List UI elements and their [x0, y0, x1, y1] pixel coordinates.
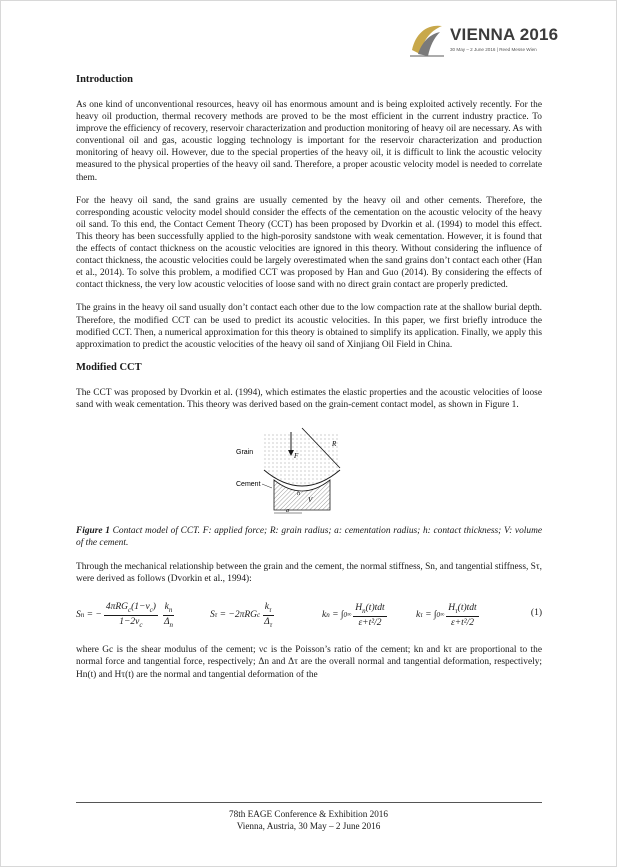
cct-paragraph-3: where Gc is the shear modulus of the cement; νc is the Poisson’s ratio of the cement; kn and kτ are proportional to the normal force and tangential force, respectively; Δn and Δτ are the overall normal and tangential deformation, respectively; Hn(t) and Hτ(t) are the normal and tangential deformation of the: [76, 645, 542, 680]
thickness-label: h: [297, 490, 300, 497]
main-content: [76, 74, 542, 692]
section-heading-modified-cct: Modified CCT: [76, 361, 142, 373]
force-label: F: [294, 451, 299, 460]
logo-title: VIENNA 2016: [450, 25, 559, 44]
equation-ktau-integral: k τ = ∫ 0 ∞ $\frac{H_\tau(t)tdt}{\text{ε+t²/2}}$: [416, 602, 477, 628]
radius-label: R: [332, 439, 337, 448]
intro-paragraph-1: As one kind of unconventional resources, heavy oil has enormous amount and is being exploited actively recently. For the heavy oil production, thermal recovery methods are proved to be the most efficient in the current industry practice. To improve the efficiency of recovery, reservoir characterization and production monitoring of heavy oil are necessary. As with conventional oil and gas, acoustic logging technology is important for the reservoir characterization and production monitoring of heavy oil. However, due to the special properties of the heavy oil, it is difficult to link the acoustic velocity measured to the physical properties of the heavy oil sand. Therefore, a proper acoustic velocity model is needed to correlate them.: [76, 100, 542, 183]
cement-radius-label: a: [286, 507, 289, 514]
cement-label: Cement: [236, 480, 261, 488]
footer-location-line: Vienna, Austria, 30 May – 2 June 2016: [236, 821, 381, 831]
figure-1-caption: [76, 525, 542, 549]
volume-label: V: [308, 495, 313, 504]
contact-model-diagram: [236, 422, 366, 515]
footer-conference-line: 78th EAGE Conference & Exhibition 2016: [229, 809, 388, 819]
logo-subtitle: 30 May – 2 June 2016 | Reed Messe Wien: [450, 47, 537, 52]
conference-logo: [408, 20, 568, 62]
equation-1: [76, 596, 542, 634]
page-footer: [0, 808, 617, 832]
cct-paragraph-1: The CCT was proposed by Dvorkin et al. (1994), which estimates the elastic properties and the acoustic velocities of loose sand with weak cementation. This theory was derived based on the grain-cement contact model, as shown in Figure 1.: [76, 387, 542, 410]
grain-label: Grain: [236, 448, 254, 456]
cct-paragraph-2: Through the mechanical relationship between the grain and the cement, the normal stiffness, Sn, and tangential stiffness, Sτ, were derived as follows (Dvorkin et al., 1994):: [76, 562, 542, 585]
figure-1: [76, 422, 542, 515]
section-heading-introduction: Introduction: [76, 74, 133, 85]
figure-1-caption-label: Figure 1: [76, 525, 110, 536]
conference-emblem-icon: [408, 20, 446, 60]
equation-normal-stiffness: S n = − $\frac{4\pi RG_c(1-\nu_c)}{1-2\nu_c}$ $\frac{k_n}{\Delta_n}$: [76, 601, 174, 629]
cement-leader-line: [262, 484, 272, 488]
figure-1-caption-text: Contact model of CCT. F: applied force; R: grain radius; a: cementation radius; h: contact thickness; V: volume of the cement.: [76, 525, 542, 549]
intro-paragraph-3: The grains in the heavy oil sand usually don’t contact each other due to the low compaction rate at the shallow burial depth. Therefore, the modified CCT can be used to predict its acoustic velocities. In this paper, we first briefly introduce the modified CCT. Then, a numerical approximation for this theory is obtained to simplify its application. Finally, we apply this approximation to predict the acoustic velocities of the heavy oil sand of Xinjiang Oil Field in China.: [76, 303, 542, 350]
equation-tangential-stiffness: S τ = −2πRG c $\frac{k_\tau}{\Delta_\tau}$: [210, 601, 273, 629]
footer-divider: [76, 802, 542, 803]
equation-kn-integral: k n = ∫ 0 ∞ $\frac{H_n(t)tdt}{\text{ε+t²/2}}$: [322, 602, 385, 628]
equation-number: (1): [530, 608, 542, 619]
intro-paragraph-2: For the heavy oil sand, the sand grains are usually cemented by the heavy oil and other cements. Therefore, the corresponding acoustic velocity model should consider the effects of the cementation on the acoustic velocity of the heavy oil sand. To this end, the Contact Cement Theory (CCT) has been proposed by Dvorkin et al. (1994) to model this effect. This theory has been successfully applied to the high-porosity sandstone with weak cementation. However, it is found that the effects of contact thickness on the acoustic velocities are ignored in this theory. Without considering the influence of contact thickness, the acoustic velocities could be largely overestimated when the sand grains don’t contact each other (Han et al., 2014). To solve this problem, a modified CCT was proposed by Han and Guo (2014). By considering the effects of contact thickness, the very low acoustic velocities of loose sand with no direct grain contact are properly predicted.: [76, 195, 542, 291]
